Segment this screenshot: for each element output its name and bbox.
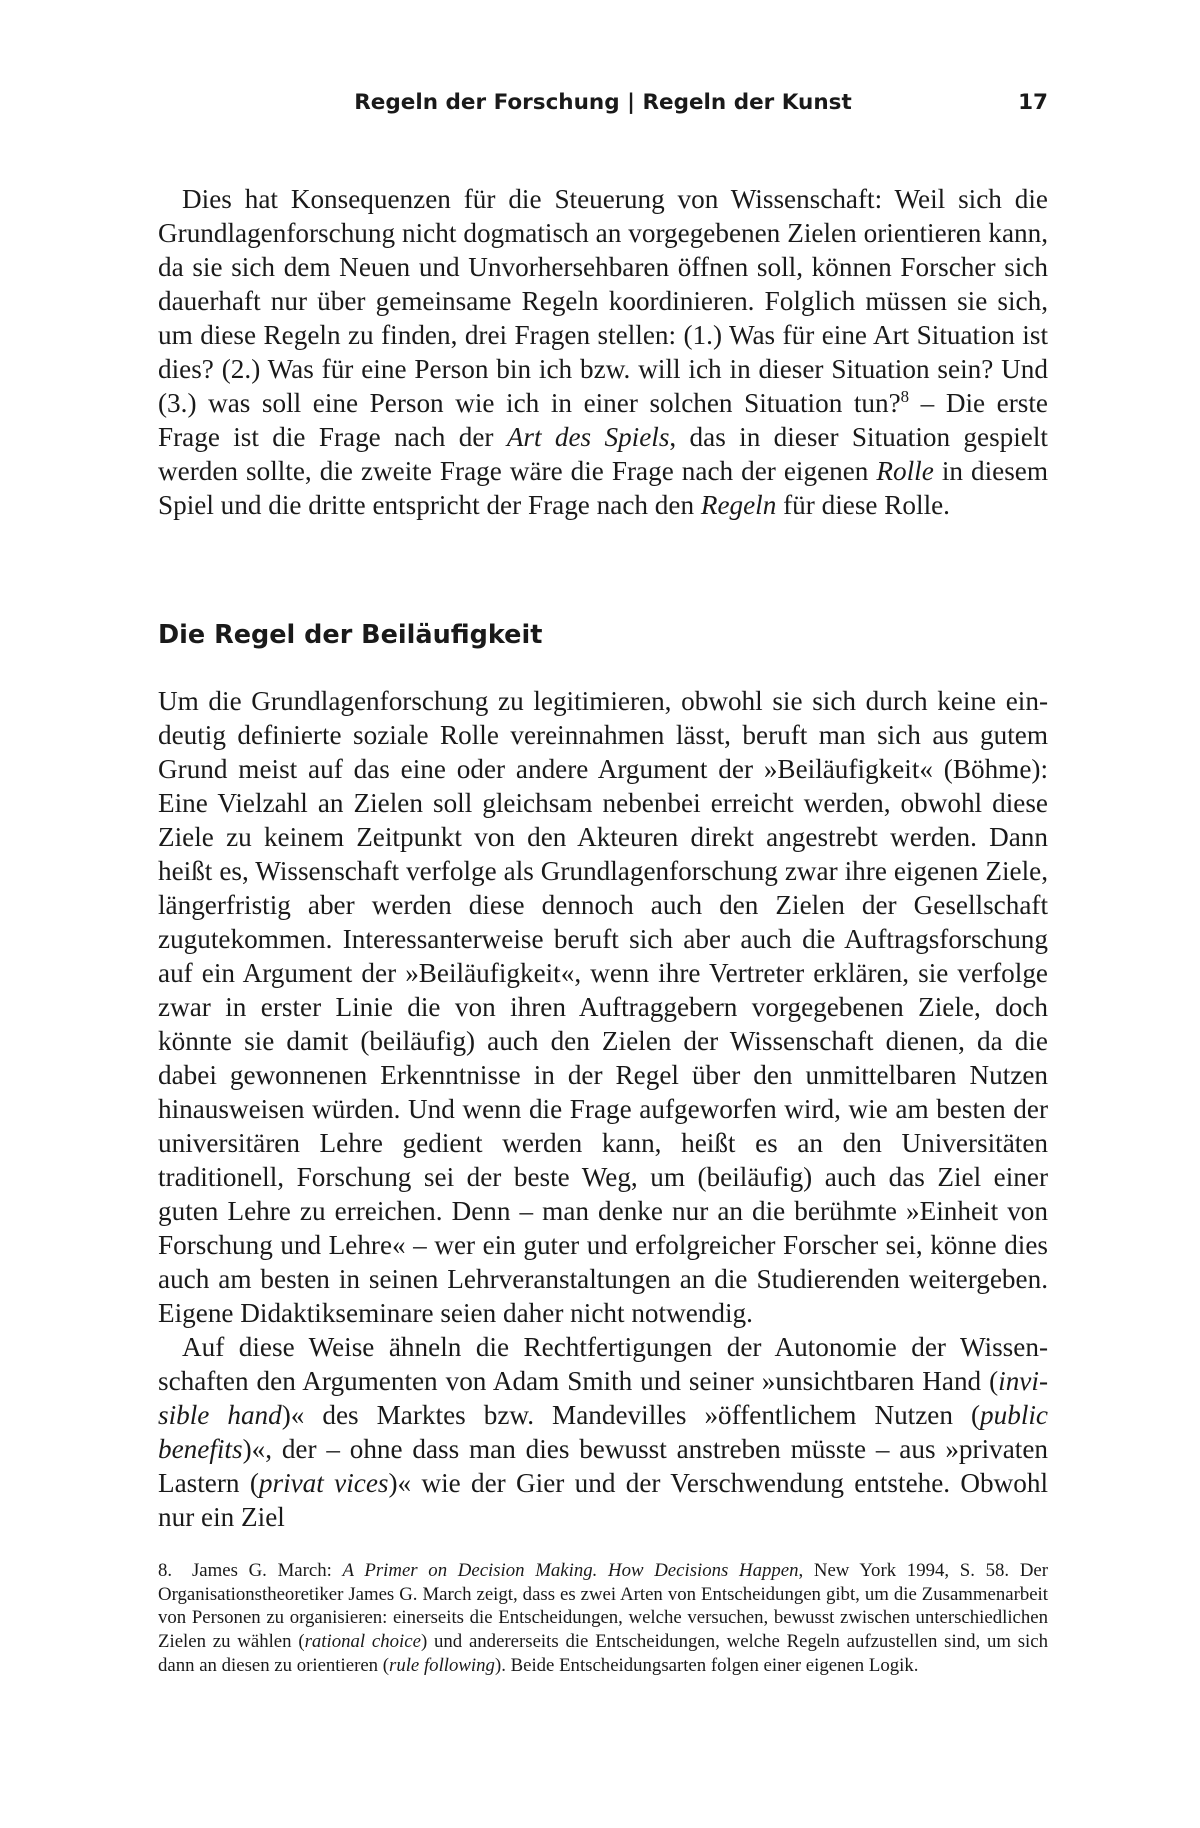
text-run: für diese Rolle. (776, 490, 950, 520)
emphasis-public-benefits: public benefits (158, 1400, 1048, 1464)
text-run: , New York 1994, S. 58. Der Organisationstheoretiker James G. March zeigt, dass es zwei Arten von Entscheidungen gibt, um die Zusammenarbeit von Personen zu organisieren: einerseits die Entscheidungen, welche versuchen, bewusst zwischen unterschiedlichen Zielen zu wählen ( (158, 1560, 1048, 1653)
emphasis-invisible-hand: invisible hand (158, 1366, 1048, 1430)
text-run: Auf diese Weise ähneln die Rechtfertigungen der Autonomie der Wissenschaften den Argumenten von Adam Smith und seiner »unsichtbaren Hand ( (158, 1332, 1048, 1396)
section-heading: Die Regel der Beiläufigkeit (158, 620, 543, 650)
body-text-section (158, 684, 1048, 1534)
text-run: James G. March: (192, 1560, 343, 1581)
paragraph-beilaeufigkeit: Um die Grundlagenforschung zu legitimieren, obwohl sie sich durch keine eindeutig definierte soziale Rolle vereinnahmen lässt, beruft man sich aus gutem Grund meist auf das eine oder andere Argument der »Beiläufigkeit« (Böhme): Eine Vielzahl an Zielen soll gleichsam nebenbei erreicht werden, obwohl diese Ziele zu keinem Zeitpunkt von den Akteuren direkt angestrebt werden. Dann heißt es, Wissenschaft verfolge als Grundlagenforschung zwar ihre eigenen Ziele, längerfristig aber werden diese dennoch auch den Zielen der Gesellschaft zugutekommen. Interessanterweise beruft sich aber auch die Auftragsforschung auf ein Argument der »Beiläufigkeit«, wenn ihre Vertreter erklären, sie verfolge zwar in erster Linie die von ihren Auftraggebern vorgegebenen Ziele, doch könnte sie damit (beiläufig) auch den Zielen der Wissenschaft dienen, da die dabei gewonnenen Erkenntnisse in der Regel über den unmittelbaren Nutzen hinausweisen würden. Und wenn die Frage aufgeworfen wird, wie am besten der universitären Lehre gedient werden kann, heißt es an den Universitäten traditionell, Forschung sei der beste Weg, um (beiläufig) auch das Ziel einer guten Lehre zu erreichen. Denn – man denke nur an die berühmte »Einheit von Forschung und Lehre« – wer ein guter und erfolgreicher Forscher sei, könne dies auch am besten in seinen Lehrveranstaltungen an die Studierenden weitergeben. Eigene Didaktikseminare seien daher nicht notwendig. (158, 686, 1048, 1328)
footnote-number: 8. (158, 1560, 173, 1581)
footnote-8 (158, 1559, 1048, 1678)
emphasis-rule-following: rule following (389, 1654, 495, 1676)
emphasis-book-title: A Primer on Decision Making. How Decisions Happen (342, 1560, 799, 1581)
text-run: ). Beide Entscheidungsarten folgen einer eigenen Logik. (494, 1654, 919, 1676)
emphasis-privat-vices: privat vices (258, 1468, 389, 1498)
text-run: , das in dieser Situation gespielt werden sollte, die zweite Frage wäre die Frage nach der eigenen (158, 422, 1048, 486)
emphasis-art-des-spiels: Art des Spiels (506, 422, 670, 452)
emphasis-regeln: Regeln (700, 490, 777, 520)
text-run: )« wie der Gier und der Verschwendung entstehe. Obwohl nur ein Ziel (158, 1468, 1049, 1532)
text-run: in diesem Spiel und die dritte entspricht der Frage nach den (158, 456, 1048, 520)
body-text-top (158, 182, 1048, 522)
running-title: Regeln der Forschung | Regeln der Kunst (354, 90, 852, 115)
text-run: )« des Marktes bzw. Mandevilles »öffentlichem Nutzen ( (281, 1400, 981, 1430)
text-run: ) und andererseits die Entscheidungen, welche Regeln aufzustellen sind, um sich dann an diesen zu orientieren ( (158, 1631, 1048, 1676)
paragraph-adam-smith (158, 1330, 1048, 1534)
text-run: – Die erste Frage ist die Frage nach der (158, 388, 1049, 452)
text-run: )«, der – ohne dass man dies bewusst anstreben müsste – aus »privaten Lastern ( (158, 1434, 1048, 1498)
footnote-reference[interactable]: 8 (900, 386, 910, 406)
emphasis-rational-choice: rational choice (304, 1631, 421, 1653)
page-number: 17 (1018, 90, 1048, 115)
paragraph-steuerung (158, 182, 1048, 522)
text-run: Dies hat Konsequenzen für die Steuerung von Wissenschaft: Weil sich die Grundlagenforschung nicht dogmatisch an vorgegebenen Zielen orientieren kann, da sie sich dem Neuen und Unvorhersehbaren öffnen soll, können Forscher sich dauerhaft nur über gemeinsame Regeln koordinieren. Folglich müssen sie sich, um diese Regeln zu finden, drei Fragen stellen: (1.) Was für eine Art Situation ist dies? (2.) Was für eine Person bin ich bzw. will ich in dieser Situation sein? Und (3.) was soll eine Person wie ich in einer solchen Situation tun? (158, 184, 1048, 418)
footnotes (158, 1559, 1048, 1678)
running-head (158, 88, 1048, 124)
emphasis-rolle: Rolle (876, 456, 934, 486)
